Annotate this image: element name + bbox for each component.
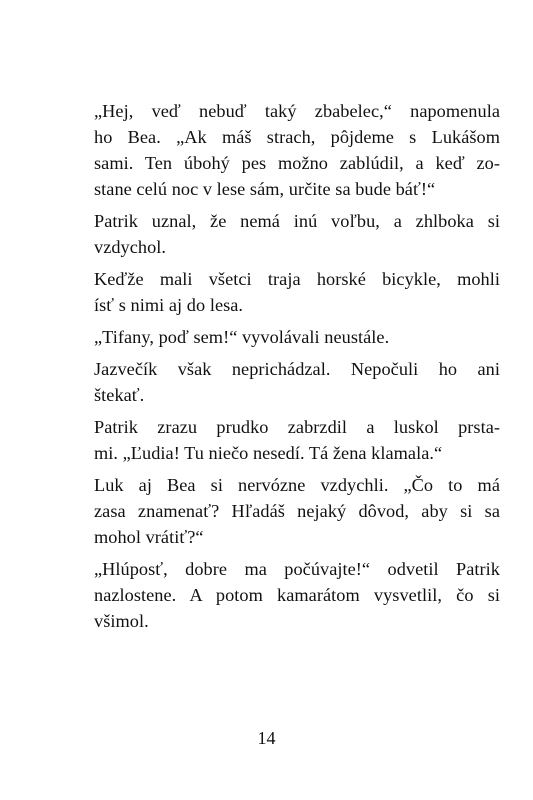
paragraph — [94, 324, 500, 350]
paragraph — [94, 266, 500, 318]
text-line: mi. „Ľudia! Tu niečo nesedí. Tá žena klamala.“ — [94, 443, 443, 463]
paragraph — [94, 556, 500, 634]
text-line: Patrik zrazu prudko zabrzdil a luskol prsta- — [94, 417, 500, 437]
paragraph — [94, 98, 500, 202]
text-line: stane celú noc v lese sám, určite sa bude báť!“ — [94, 179, 436, 199]
text-line: sami. Ten úbohý pes možno zablúdil, a keď zo- — [94, 153, 500, 173]
text-line: Jazvečík však neprichádzal. Nepočuli ho ani — [94, 359, 500, 379]
paragraph — [94, 208, 500, 260]
text-line: vzdychol. — [94, 237, 167, 257]
text-line: mohol vrátiť?“ — [94, 527, 204, 547]
book-page-text — [94, 98, 500, 640]
text-line: Keďže mali všetci traja horské bicykle, mohli — [94, 269, 500, 289]
text-line: zasa znamenať? Hľadáš nejaký dôvod, aby si sa — [94, 501, 500, 521]
text-line: Luk aj Bea si nervózne vzdychli. „Čo to má — [94, 475, 500, 495]
text-line: „Tifany, poď sem!“ vyvolávali neustále. — [94, 327, 390, 347]
text-line: štekať. — [94, 385, 145, 405]
text-line: nazlostene. A potom kamarátom vysvetlil, čo si — [94, 585, 500, 605]
page-number: 14 — [257, 728, 276, 748]
text-line: „Hlúposť, dobre ma počúvajte!“ odvetil Patrik — [94, 559, 500, 579]
text-line: všimol. — [94, 611, 149, 631]
text-line: „Hej, veď nebuď taký zbabelec,“ napomenula — [94, 101, 500, 121]
paragraph — [94, 472, 500, 550]
text-line: ísť s nimi aj do lesa. — [94, 295, 244, 315]
paragraph — [94, 356, 500, 408]
paragraph — [94, 414, 500, 466]
text-line: ho Bea. „Ak máš strach, pôjdeme s Lukášom — [94, 127, 500, 147]
text-line: Patrik uznal, že nemá inú voľbu, a zhlboka si — [94, 211, 500, 231]
